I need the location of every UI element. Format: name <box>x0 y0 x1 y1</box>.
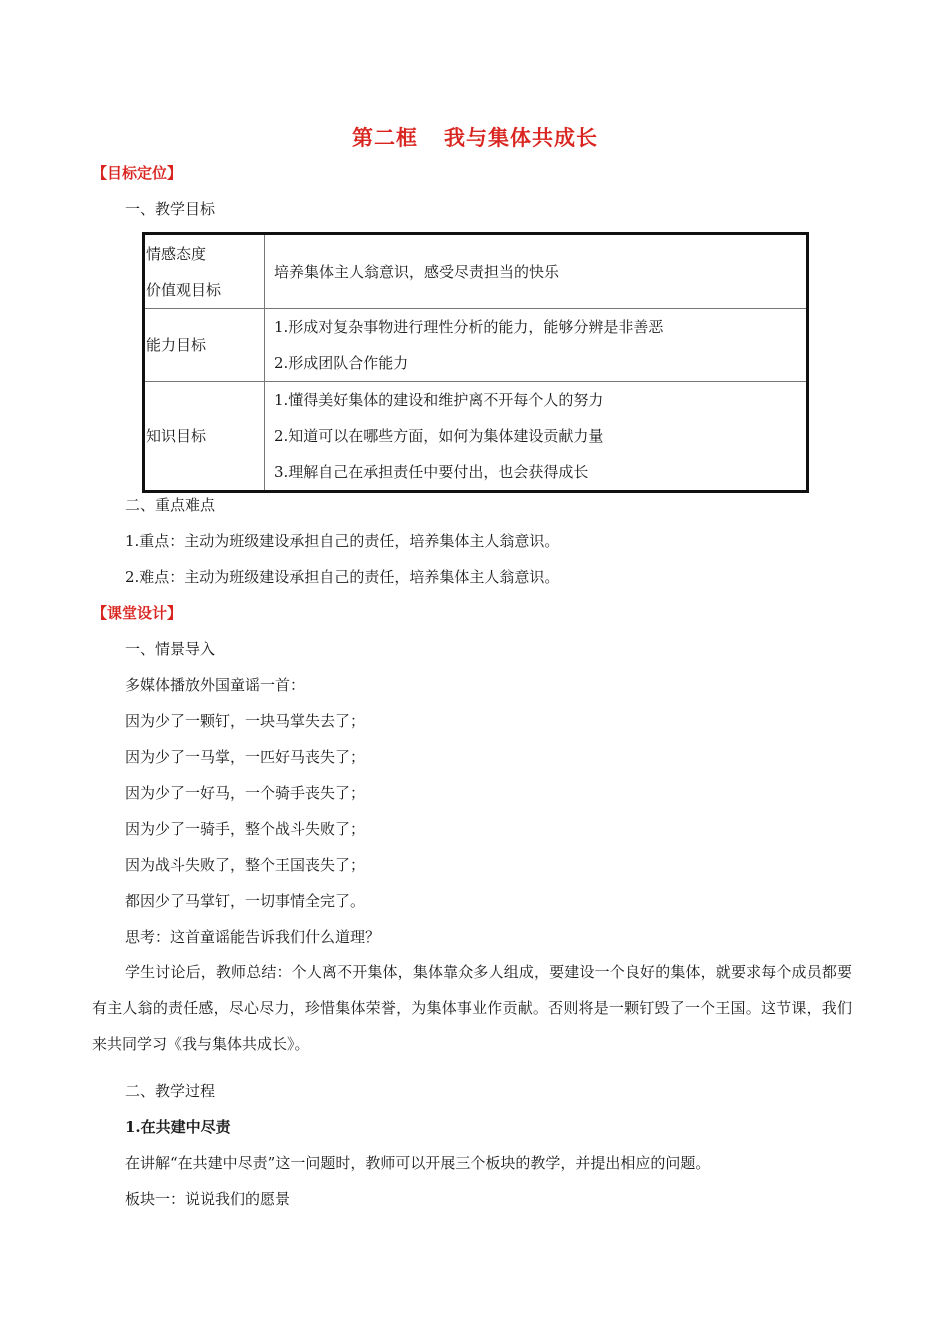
row1-body: 培养集体主人翁意识，感受尽责担当的快乐 <box>274 262 560 281</box>
intro-line: 都因少了马掌钉，一切事情全完了。 <box>125 892 366 910</box>
intro-line: 思考：这首童谣能告诉我们什么道理？ <box>125 928 381 946</box>
section-target-tag: 【目标定位】 <box>92 164 183 182</box>
table-row <box>144 234 808 309</box>
goals-table <box>142 232 809 493</box>
row3-body-3: 3.理解自己在承担责任中要付出，也会获得成长 <box>274 463 589 481</box>
page-title <box>0 122 950 152</box>
key-point: 1.重点：主动为班级建设承担自己的责任，培养集体主人翁意识。 <box>125 532 560 550</box>
row3-body-2: 2.知道可以在哪些方面，如何为集体建设贡献力量 <box>274 427 604 445</box>
title-part1: 第二框 <box>352 125 418 150</box>
intro-line: 因为少了一颗钉，一块马掌失去了； <box>125 712 366 730</box>
summary-paragraph: 学生讨论后，教师总结：个人离不开集体，集体靠众多人组成，要建设一个良好的集体，就要求每个成员都要有主人翁的责任感，尽心尽力，珍惜集体荣誉，为集体事业作贡献。否则将是一颗钉毁了一个王国。这节课，我们来共同学习《我与集体共成长》。 <box>92 963 852 1053</box>
table-row <box>144 309 808 382</box>
intro-line: 因为少了一骑手，整个战斗失败了； <box>125 820 366 838</box>
table-cell-body <box>265 309 808 382</box>
heading-intro: 一、情景导入 <box>125 640 216 658</box>
intro-line: 因为战斗失败了，整个王国丧失了； <box>125 856 366 874</box>
row3-head: 知识目标 <box>146 427 207 445</box>
intro-line: 因为少了一马掌，一匹好马丧失了； <box>125 748 366 766</box>
title-part2: 我与集体共成长 <box>444 125 598 150</box>
process-line: 在讲解“在共建中尽责”这一问题时，教师可以开展三个板块的教学，并提出相应的问题。 <box>125 1154 711 1172</box>
row1-head-line1: 情感态度 <box>146 244 207 263</box>
subheading-in-co-building: 1.在共建中尽责 <box>125 1118 231 1136</box>
intro-line: 多媒体播放外国童谣一首： <box>125 676 306 694</box>
heading-teaching-goals: 一、教学目标 <box>125 200 216 218</box>
row2-body-1: 1.形成对复杂事物进行理性分析的能力，能够分辨是非善恶 <box>274 318 664 336</box>
intro-line: 因为少了一好马，一个骑手丧失了； <box>125 784 366 802</box>
section-design-tag: 【课堂设计】 <box>92 604 183 622</box>
block-one: 板块一：说说我们的愿景 <box>125 1190 291 1208</box>
table-cell-head <box>144 234 265 309</box>
table-cell-body <box>265 234 808 309</box>
heading-key-points: 二、重点难点 <box>125 496 216 514</box>
heading-process: 二、教学过程 <box>125 1082 216 1100</box>
table-row <box>144 382 808 492</box>
row3-body-1: 1.懂得美好集体的建设和维护离不开每个人的努力 <box>274 391 604 409</box>
row2-body-2: 2.形成团队合作能力 <box>274 354 409 372</box>
row1-head-line2: 价值观目标 <box>146 280 222 299</box>
difficult-point: 2.难点：主动为班级建设承担自己的责任，培养集体主人翁意识。 <box>125 568 560 586</box>
table-cell-head <box>144 382 265 492</box>
table-cell-head <box>144 309 265 382</box>
row2-head: 能力目标 <box>146 336 207 354</box>
table-cell-body <box>265 382 808 492</box>
